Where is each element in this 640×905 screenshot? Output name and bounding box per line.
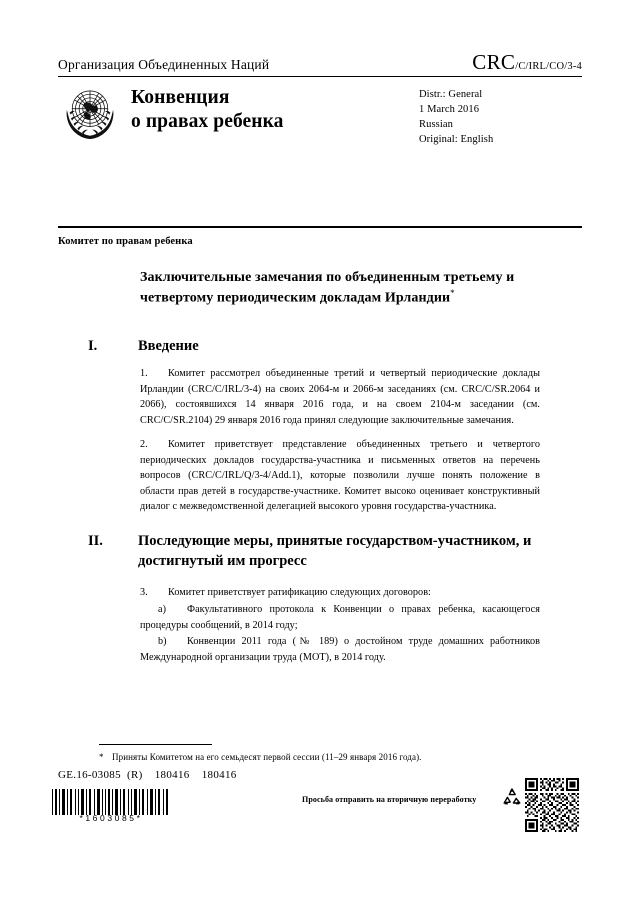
un-emblem: [57, 81, 123, 143]
convention-title-line1: Конвенция: [131, 87, 230, 108]
organization-name: Организация Объединенных Наций: [58, 57, 270, 72]
paragraph-3a: [140, 602, 540, 633]
page-title: [140, 268, 540, 308]
recycling-symbol-icon: [500, 786, 524, 810]
document-language: Russian: [419, 118, 453, 130]
paragraph-3-number: 3.: [140, 587, 148, 598]
convention-title: [131, 86, 284, 134]
footnote: [99, 752, 539, 762]
paragraph-2-number: 2.: [140, 439, 148, 450]
section-1-title: Введение: [138, 338, 199, 354]
barcode: [50, 789, 172, 815]
footnote-divider: [99, 744, 212, 745]
convention-title-line2: о правах ребенка: [131, 110, 284, 132]
paragraph-3-text: Комитет приветствует ратификацию следующих договоров:: [168, 587, 431, 598]
recycle-notice: Просьба отправить на вторичную переработку: [302, 795, 477, 804]
section-heading-1: [88, 338, 540, 355]
barcode-number: *1603085*: [79, 813, 143, 823]
paragraph-2: [140, 437, 540, 515]
distribution-type: Distr.: General: [419, 89, 483, 100]
committee-name: Комитет по правам ребенка: [58, 236, 193, 247]
qr-code: [525, 778, 579, 832]
page-title-text: Заключительные замечания по объединенным третьему и четвертому периодическим докладам Ирландии: [140, 270, 515, 306]
footnote-text: Приняты Комитетом на его семьдесят первой сессии (11–29 января 2016 года).: [112, 752, 422, 762]
paragraph-2-text: Комитет приветствует представление объединенных третьего и четвертого периодических докладов государства-участника и письменных ответов на перечень вопросов (CRC/C/IRL/Q/3-4/Add.1), которые позволили лучше понять положение в области прав детей в государстве-участнике. Комитет высоко оценивает конструктивный диалог с межведомственной делегацией высокого уровня государства-участника.: [140, 439, 540, 512]
job-number: GE.16-03085 (R) 180416 180416: [58, 769, 237, 781]
section-1-number: I.: [88, 338, 98, 354]
paragraph-3b-number: b): [158, 636, 167, 647]
distribution-block: [419, 88, 493, 148]
paragraph-3b: [140, 634, 540, 665]
section-heading-2: [88, 532, 540, 571]
paragraph-3a-text: Факультативного протокола к Конвенции о правах ребенка, касающегося процедуры сообщений, в 2014 году;: [140, 604, 540, 631]
original-language: Original: English: [419, 133, 494, 145]
paragraph-3a-number: a): [158, 604, 167, 615]
paragraph-3: [140, 585, 540, 601]
title-footnote-marker: *: [450, 288, 455, 299]
section-2-number: II.: [88, 533, 103, 549]
header-top-row: [58, 52, 582, 73]
header-divider-thick: [58, 226, 582, 228]
document-symbol-suffix: /C/IRL/CO/3-4: [515, 61, 582, 72]
section-2-title: Последующие меры, принятые государством-участником, и достигнутый им прогресс: [138, 533, 532, 569]
document-symbol-main: CRC: [472, 50, 516, 74]
document-symbol: [472, 52, 582, 73]
footnote-marker: *: [99, 752, 104, 762]
document-date: 1 March 2016: [419, 103, 480, 115]
paragraph-1-text: Комитет рассмотрел объединенные третий и четвертый периодические доклады Ирландии (CRC/C/IRL/3-4) на своих 2064-м и 2066-м заседаниях (см. CRC/C/SR.2064 и 2066), состоявшихся 14 января 2016 года, и на своем 2104-м заседании (см. CRC/C/SR.2104) 29 января 2016 года принял следующие заключительные замечания.: [140, 368, 540, 426]
paragraph-1-number: 1.: [140, 368, 148, 379]
paragraph-1: [140, 366, 540, 428]
header-divider-thin: [58, 76, 582, 77]
paragraph-3b-text: Конвенции 2011 года (№ 189) о достойном труде домашних работников Международной организации труда (МОТ), в 2014 году.: [140, 636, 540, 663]
